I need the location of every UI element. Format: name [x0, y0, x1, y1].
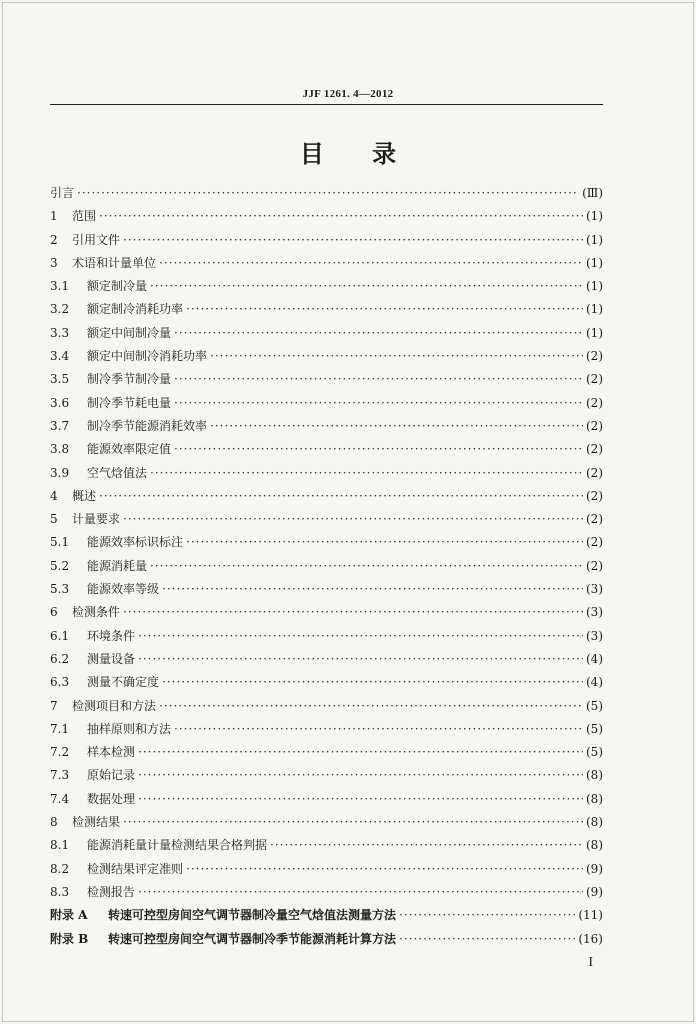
toc-entry-page: (2) — [586, 535, 603, 550]
toc-leader-dots — [99, 205, 583, 228]
toc-entry-number: 3.2 — [50, 302, 70, 317]
toc-entry-title: 检测结果 — [72, 815, 121, 830]
toc-leader-dots — [210, 415, 583, 438]
document-code-header: JJF 1261. 4—2012 — [302, 88, 394, 100]
toc-entry-number: 3.6 — [50, 395, 70, 410]
toc-entry[interactable] — [50, 671, 603, 694]
toc-entry-title: 制冷季节能源消耗效率 — [87, 418, 208, 433]
toc-leader-dots — [123, 811, 583, 834]
toc-leader-dots — [186, 298, 583, 321]
toc-entry-page: (Ⅲ) — [582, 186, 603, 200]
toc-entry-title: 额定制冷量 — [87, 279, 148, 294]
toc-entry-number: 7.2 — [50, 745, 70, 760]
toc-entry[interactable] — [50, 531, 603, 554]
toc-entry[interactable] — [50, 904, 603, 927]
toc-entry-page: (2) — [586, 372, 603, 387]
toc-entry-title: 能源效率限定值 — [87, 442, 172, 457]
toc-entry-number: 8 — [50, 815, 58, 830]
toc-entry[interactable] — [50, 555, 603, 578]
toc-entry[interactable] — [50, 764, 603, 787]
toc-entry-title: 原始记录 — [87, 768, 136, 783]
page-number: I — [588, 955, 593, 970]
toc-entry-title: 概述 — [72, 488, 97, 503]
table-of-contents — [50, 182, 603, 951]
toc-entry[interactable] — [50, 229, 603, 252]
toc-entry-title: 术语和计量单位 — [72, 255, 157, 270]
toc-leader-dots — [138, 648, 583, 671]
toc-entry[interactable] — [50, 438, 603, 461]
toc-entry-title: 空气焓值法 — [87, 465, 148, 480]
toc-entry-title: 抽样原则和方法 — [87, 721, 172, 736]
toc-entry[interactable] — [50, 811, 603, 834]
toc-leader-dots — [138, 788, 583, 811]
toc-entry[interactable] — [50, 648, 603, 671]
toc-entry[interactable] — [50, 205, 603, 228]
toc-entry-number: 3.5 — [50, 372, 70, 387]
toc-entry-page: (16) — [578, 931, 603, 946]
toc-entry-title: 检测报告 — [87, 884, 136, 899]
toc-entry[interactable] — [50, 298, 603, 321]
toc-entry-page: (3) — [586, 605, 603, 620]
toc-entry-number: 3.1 — [50, 279, 70, 294]
toc-entry[interactable] — [50, 834, 603, 857]
toc-entry-title: 制冷季节耗电量 — [87, 395, 172, 410]
toc-leader-dots — [174, 718, 583, 741]
toc-entry[interactable] — [50, 368, 603, 391]
toc-entry-title: 检测条件 — [72, 605, 121, 620]
toc-entry-page: (2) — [586, 488, 603, 503]
toc-leader-dots — [138, 625, 583, 648]
toc-entry-number: 7 — [50, 698, 58, 713]
toc-entry[interactable] — [50, 322, 603, 345]
toc-entry-number: 8.2 — [50, 861, 70, 876]
toc-entry-page: (1) — [586, 209, 603, 224]
toc-entry-page: (5) — [586, 721, 603, 736]
toc-entry-page: (2) — [586, 349, 603, 364]
toc-entry-number: 2 — [50, 232, 58, 247]
toc-entry-page: (5) — [586, 745, 603, 760]
toc-entry-page: (8) — [586, 791, 603, 806]
toc-entry[interactable] — [50, 601, 603, 624]
toc-entry[interactable] — [50, 881, 603, 904]
toc-entry-page: (1) — [586, 232, 603, 247]
toc-entry-page: (9) — [586, 861, 603, 876]
toc-entry[interactable] — [50, 392, 603, 415]
toc-entry[interactable] — [50, 485, 603, 508]
toc-leader-dots — [159, 695, 583, 718]
toc-entry-number: 5.2 — [50, 558, 70, 573]
toc-entry-title: 样本检测 — [87, 745, 136, 760]
toc-entry-number: 5.1 — [50, 535, 70, 550]
toc-entry-title: 数据处理 — [87, 791, 136, 806]
toc-entry-page: (2) — [586, 512, 603, 527]
toc-leader-dots — [99, 485, 583, 508]
toc-entry-page: (2) — [586, 465, 603, 480]
toc-entry-page: (2) — [586, 418, 603, 433]
toc-entry-number: 3.7 — [50, 418, 70, 433]
toc-entry-number: 3.8 — [50, 442, 70, 457]
toc-entry-title: 额定中间制冷量 — [87, 325, 172, 340]
toc-entry[interactable] — [50, 578, 603, 601]
toc-entry-title: 能源效率标识标注 — [87, 535, 184, 550]
toc-entry-number: 3.9 — [50, 465, 70, 480]
toc-entry-title: 检测项目和方法 — [72, 698, 157, 713]
toc-entry-number: 附录 A — [50, 908, 88, 923]
toc-leader-dots — [162, 671, 583, 694]
toc-entry-page: (5) — [586, 698, 603, 713]
toc-entry-number: 7.1 — [50, 721, 70, 736]
toc-entry-page: (4) — [586, 651, 603, 666]
toc-entry-number: 7.3 — [50, 768, 70, 783]
toc-leader-dots — [399, 904, 575, 927]
toc-leader-dots — [77, 182, 579, 205]
toc-entry[interactable] — [50, 695, 603, 718]
toc-entry-page: (4) — [586, 675, 603, 690]
toc-entry-number: 8.3 — [50, 884, 70, 899]
toc-entry-number: 6 — [50, 605, 58, 620]
toc-entry-number: 8.1 — [50, 838, 70, 853]
toc-entry-number: 3.4 — [50, 349, 70, 364]
toc-entry-page: (1) — [586, 279, 603, 294]
toc-entry-page: (8) — [586, 838, 603, 853]
toc-entry-title: 计量要求 — [72, 512, 121, 527]
toc-leader-dots — [123, 601, 583, 624]
toc-leader-dots — [138, 764, 583, 787]
toc-entry-number: 1 — [50, 209, 58, 224]
toc-entry-page: (1) — [586, 302, 603, 317]
toc-leader-dots — [174, 368, 583, 391]
toc-entry[interactable] — [50, 508, 603, 531]
toc-entry-page: (11) — [578, 908, 603, 923]
toc-leader-dots — [150, 555, 583, 578]
toc-entry-number: 3.3 — [50, 325, 70, 340]
toc-entry-title: 能源消耗量计量检测结果合格判据 — [87, 838, 268, 853]
toc-leader-dots — [399, 928, 575, 951]
toc-entry-page: (2) — [586, 558, 603, 573]
toc-entry-title: 范围 — [72, 209, 97, 224]
toc-leader-dots — [123, 508, 583, 531]
toc-entry[interactable] — [50, 788, 603, 811]
toc-entry-page: (3) — [586, 582, 603, 597]
toc-entry[interactable] — [50, 275, 603, 298]
toc-entry-title: 环境条件 — [87, 628, 136, 643]
toc-leader-dots — [138, 741, 583, 764]
toc-entry-number: 4 — [50, 488, 58, 503]
toc-entry-title: 额定中间制冷消耗功率 — [87, 349, 208, 364]
toc-leader-dots — [150, 275, 583, 298]
toc-entry-title: 引用文件 — [72, 232, 121, 247]
toc-entry-page: (1) — [586, 325, 603, 340]
toc-entry-title: 测量设备 — [87, 651, 136, 666]
toc-leader-dots — [210, 345, 583, 368]
toc-entry-page: (2) — [586, 395, 603, 410]
toc-entry-page: (2) — [586, 442, 603, 457]
toc-entry-number: 6.1 — [50, 628, 70, 643]
toc-leader-dots — [270, 834, 583, 857]
toc-entry[interactable] — [50, 625, 603, 648]
toc-entry-number: 7.4 — [50, 791, 70, 806]
toc-entry-page: (3) — [586, 628, 603, 643]
toc-entry-page: (9) — [586, 884, 603, 899]
toc-entry-number: 附录 B — [50, 931, 89, 946]
toc-entry-title: 能源效率等级 — [87, 582, 160, 597]
toc-entry-page: (8) — [586, 815, 603, 830]
page-title: 目 录 — [299, 140, 397, 168]
toc-leader-dots — [159, 252, 583, 275]
toc-entry-title: 能源消耗量 — [87, 558, 148, 573]
toc-entry-number: 5 — [50, 512, 58, 527]
toc-entry-title: 制冷季节制冷量 — [87, 372, 172, 387]
toc-entry[interactable] — [50, 182, 603, 205]
toc-leader-dots — [186, 858, 583, 881]
toc-leader-dots — [174, 322, 583, 345]
toc-entry-number: 5.3 — [50, 582, 70, 597]
header-rule — [50, 104, 603, 105]
toc-entry-page: (8) — [586, 768, 603, 783]
toc-leader-dots — [174, 392, 583, 415]
toc-entry[interactable] — [50, 415, 603, 438]
toc-entry[interactable] — [50, 252, 603, 275]
toc-entry-title: 额定制冷消耗功率 — [87, 302, 184, 317]
toc-entry[interactable] — [50, 928, 603, 951]
toc-entry-title: 转速可控型房间空气调节器制冷量空气焓值法测量方法 — [108, 908, 397, 923]
toc-leader-dots — [150, 462, 583, 485]
toc-entry-title: 测量不确定度 — [87, 675, 160, 690]
toc-entry[interactable] — [50, 462, 603, 485]
toc-leader-dots — [138, 881, 583, 904]
toc-leader-dots — [186, 531, 583, 554]
toc-entry[interactable] — [50, 741, 603, 764]
toc-leader-dots — [162, 578, 583, 601]
toc-entry-page: (1) — [586, 255, 603, 270]
toc-entry-number: 6.2 — [50, 651, 70, 666]
toc-entry[interactable] — [50, 718, 603, 741]
toc-leader-dots — [123, 229, 583, 252]
toc-entry-title: 检测结果评定准则 — [87, 861, 184, 876]
toc-entry-title: 引言 — [50, 186, 75, 200]
toc-entry[interactable] — [50, 858, 603, 881]
toc-entry[interactable] — [50, 345, 603, 368]
toc-entry-title: 转速可控型房间空气调节器制冷季节能源消耗计算方法 — [108, 931, 397, 946]
toc-entry-number: 6.3 — [50, 675, 70, 690]
toc-entry-number: 3 — [50, 255, 58, 270]
toc-leader-dots — [174, 438, 583, 461]
